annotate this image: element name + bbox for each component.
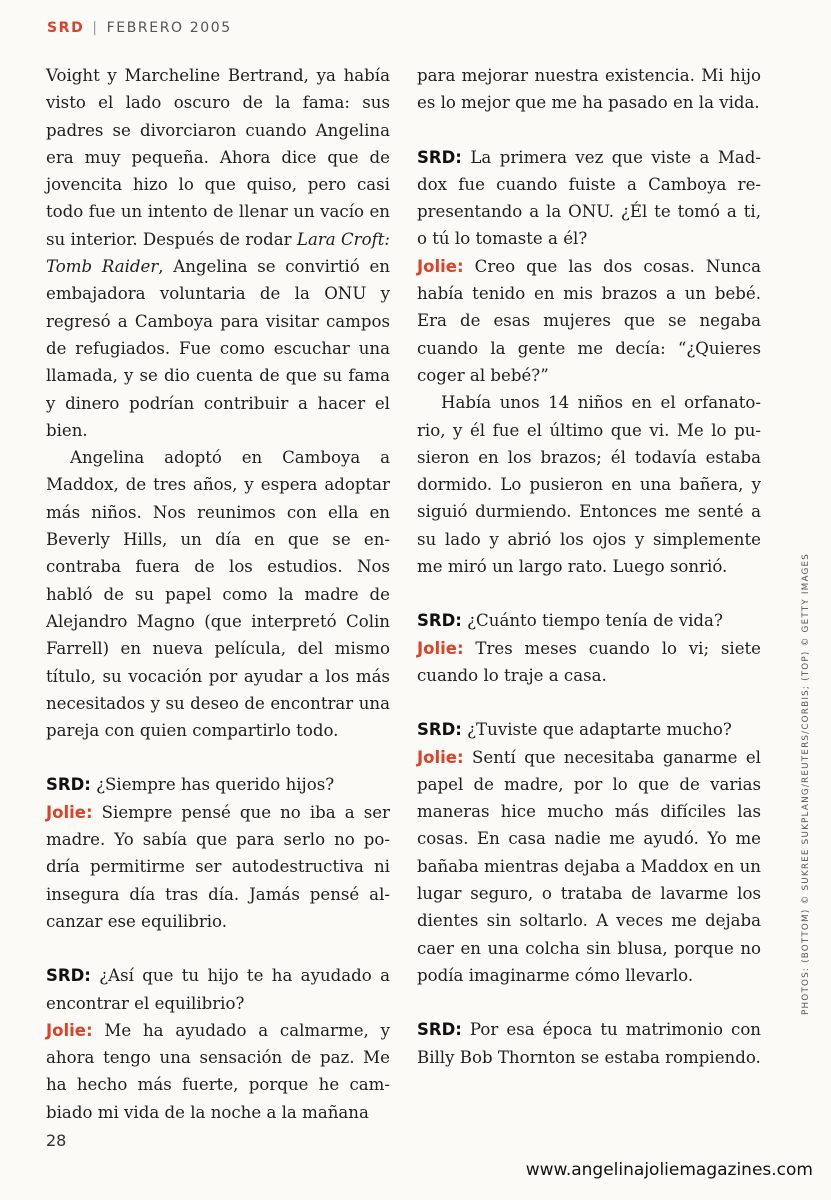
- website-watermark: www.angelinajoliemagazines.com: [525, 1160, 813, 1180]
- intro-paragraph: Voight y Marcheline Bertrand, ya había visto el lado oscuro de la fama: sus padres se divorciaron cuando Angelina era muy pequeña. Ahora dice que de jovencita hizo lo que quiso, pero casi todo fue un intento de llenar un vacío en su interior. Después de rodar Lara Croft: Tomb Raider, Angelina se convirtió en embajadora voluntaria de la ONU y regresó a Camboya para visitar campos de refugiados. Fue como escuchar una llamada, y se dio cuenta de que su fama y dinero podrían contribuir a hacer el bien.: [46, 66, 390, 440]
- speaker-label: Jolie:: [417, 747, 464, 767]
- header-separator: |: [92, 20, 99, 36]
- film-title: Lara Croft: Tomb Raider: [46, 229, 390, 277]
- left-column: [46, 62, 390, 1126]
- qa-block: [417, 144, 761, 390]
- speaker-label: Jolie:: [417, 638, 464, 658]
- answer-text: Creo que las dos cosas. Nunca había tenido en mis brazos a un bebé. Era de esas mujeres que se negaba cuando la gente me decía: “¿Quieres coger al bebé?”: [417, 256, 761, 385]
- magazine-brand: SRD: [47, 20, 85, 36]
- answer-text: Siempre pensé que no iba a ser madre. Yo sabía que para serlo no podría permitirme ser autodestructiva ni insegura día tras día. Jamás pensé alcanzar ese equilibrio.: [46, 802, 390, 931]
- page-header: [47, 20, 232, 36]
- qa-block: [417, 607, 761, 689]
- speaker-label: Jolie:: [417, 256, 464, 276]
- speaker-label: Jolie:: [46, 1020, 93, 1040]
- answer-text: Sentí que necesitaba ganarme el papel de madre, por lo que de varias maneras hice mucho más difíciles las cosas. En casa nadie me ayudó. Yo me bañaba mientras dejaba a Maddox en un lugar seguro, o trataba de lavarme los dientes sin soltarlo. A veces me dejaba caer en una colcha sin blusa, porque no podía imaginarme cómo llevarlo.: [417, 747, 761, 985]
- question-text: ¿Tuviste que adaptarte mucho?: [461, 720, 732, 740]
- second-paragraph: Angelina adoptó en Camboya a Maddox, de tres años, y espera adoptar más niños. Nos reunimos con ella en Beverly Hills, un día en que se encontraba fuera de los estudios. Nos habló de su papel como la madre de Alejandro Magno (que interpretó Colin Farrell) en nueva película, del mismo título, su vocación por ayudar a los más necesitados y su deseo de encontrar una pareja con quien compartirlo todo.: [46, 448, 390, 741]
- answer-text: Tres meses cuando lo vi; siete cuando lo traje a casa.: [417, 638, 761, 685]
- qa-block: [46, 771, 390, 935]
- photo-credit: PHOTOS: (BOTTOM) © SUKREE SUKPLANG/REUTERS/CORBIS; (TOP) © GETTY IMAGES: [801, 552, 811, 1015]
- question-text: ¿Así que tu hijo te ha ayudado a encontrar el equilibrio?: [46, 966, 390, 1013]
- speaker-label: SRD:: [417, 611, 462, 631]
- speaker-label: SRD:: [46, 775, 91, 795]
- answer-continuation: Había unos 14 niños en el orfanatorio, y él fue el último que vi. Me lo pusieron en los brazos; él todavía estaba dormido. Lo pusieron en una bañera, y siguió durmiendo. Entonces me senté a su lado y abrió los ojos y simplemente me miró un largo rato. Luego sonrió.: [417, 393, 761, 577]
- speaker-label: SRD:: [417, 147, 462, 167]
- question-text: La primera vez que viste a Maddox fue cuando fuiste a Camboya representando a la ONU. ¿Él te tomó a ti, o tú lo tomaste a él?: [417, 147, 761, 249]
- answer-text: Me ha ayudado a calmarme, y ahora tengo una sensación de paz. Me ha hecho más fuerte, porque he cambiado mi vida de la noche a la mañana: [46, 1020, 390, 1122]
- question-text: ¿Siempre has querido hijos?: [90, 775, 335, 795]
- question-text: ¿Cuánto tiempo tenía de vida?: [461, 611, 723, 631]
- speaker-label: SRD:: [46, 966, 91, 986]
- right-column: [417, 62, 761, 1071]
- page-number: 28: [46, 1131, 67, 1150]
- speaker-label: Jolie:: [46, 802, 93, 822]
- question-text: Por esa época tu matrimonio con Billy Bob Thornton se estaba rompiendo.: [417, 1020, 761, 1067]
- speaker-label: SRD:: [417, 1020, 462, 1040]
- speaker-label: SRD:: [417, 720, 462, 740]
- issue-date: FEBRERO 2005: [106, 20, 232, 36]
- continuation-paragraph: para mejorar nuestra existencia. Mi hijo es lo mejor que me ha pasado en la vida.: [417, 66, 761, 113]
- qa-block: [417, 716, 761, 989]
- qa-block: [417, 1016, 761, 1071]
- qa-block: [46, 962, 390, 1126]
